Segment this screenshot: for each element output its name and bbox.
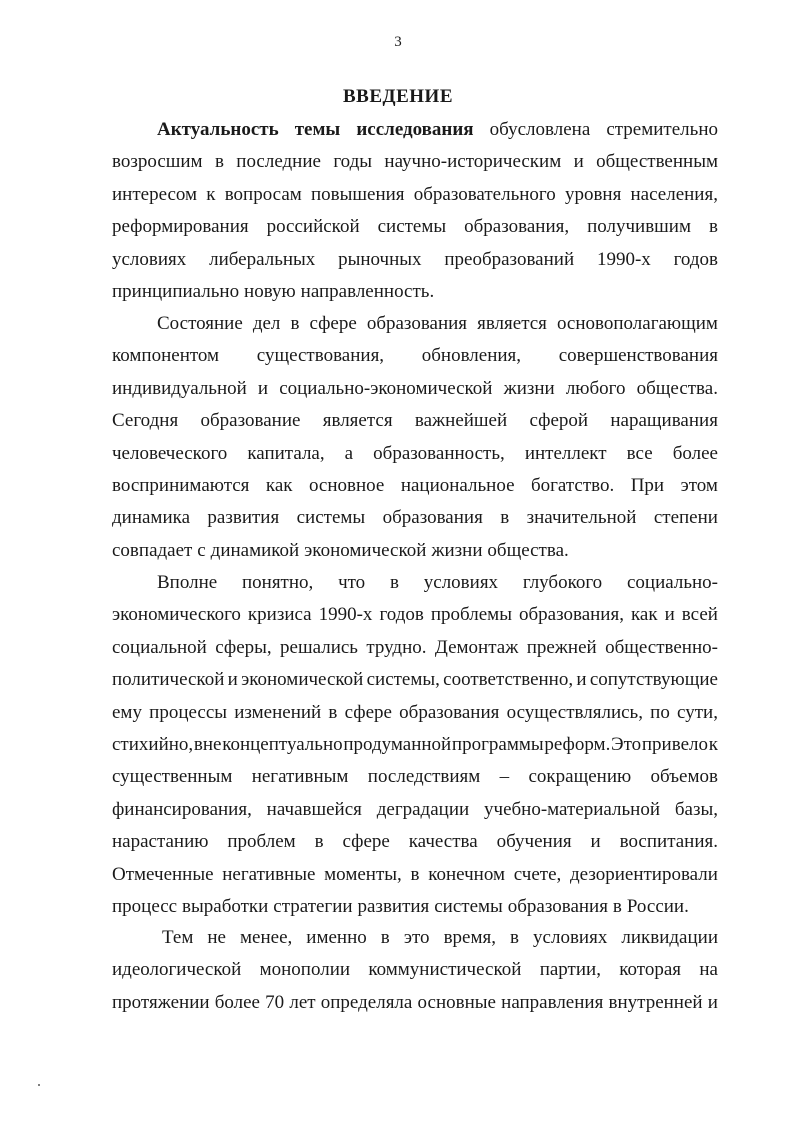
word: монополии: [259, 959, 351, 981]
word: реформ.: [544, 733, 611, 755]
word: любого: [565, 377, 626, 399]
word: 1990-х: [596, 248, 651, 270]
word: исследования: [356, 119, 474, 140]
paragraph-nevertheless: [112, 922, 718, 1019]
word: процесс: [112, 895, 178, 917]
text-line: [112, 340, 718, 372]
word: системы: [434, 895, 503, 917]
word: рыночных: [338, 248, 422, 270]
word: именно: [306, 927, 367, 948]
text-line: [112, 794, 718, 826]
text-line: [112, 179, 718, 211]
paragraph-crisis: [112, 567, 718, 923]
word: образование: [200, 410, 301, 432]
word: сфере: [342, 831, 390, 853]
word: преобразований: [444, 248, 575, 270]
word: более: [672, 442, 718, 464]
word: что: [338, 572, 366, 593]
word: образования: [507, 895, 608, 917]
word: общества.: [636, 377, 718, 399]
word: 1990-х: [318, 604, 373, 626]
word: индивидуальной: [112, 377, 247, 399]
word: решались: [280, 636, 358, 658]
word: общественно-: [605, 636, 718, 658]
text-line: [112, 276, 718, 308]
word: При: [630, 474, 665, 496]
word: системы: [377, 216, 447, 238]
word: в: [708, 216, 718, 238]
word: качества: [408, 831, 478, 853]
word: а: [344, 442, 354, 464]
word: осуществлялись,: [506, 701, 643, 723]
word: обусловлена: [489, 119, 591, 140]
word: в: [410, 863, 420, 885]
paragraph-relevance: [112, 114, 718, 308]
word: соответственно,: [443, 669, 574, 691]
word: реформирования: [112, 216, 249, 238]
word: капитала,: [247, 442, 325, 464]
word: получившим: [587, 216, 691, 238]
word: лет: [289, 991, 316, 1013]
word: выработки: [182, 895, 269, 917]
section-heading: ВВЕДЕНИЕ: [343, 86, 453, 107]
word: компонентом: [112, 345, 220, 367]
word: Тем: [162, 927, 194, 948]
word: обновления,: [421, 345, 522, 367]
word: динамикой: [210, 539, 300, 561]
word: является: [322, 410, 393, 432]
word: экономической: [241, 669, 364, 691]
text-line: [112, 599, 718, 631]
word: условиях: [112, 248, 187, 270]
word: ему: [112, 701, 142, 723]
word: воспринимаются: [112, 474, 250, 496]
word: социальной: [112, 636, 207, 658]
word: существенным: [112, 766, 233, 788]
word: степени: [653, 507, 718, 529]
word: сопутствующие: [589, 669, 718, 691]
word: сфере: [344, 701, 392, 723]
word: воспитания.: [619, 831, 718, 853]
word: новую: [244, 280, 296, 302]
word: направления: [501, 991, 604, 1013]
word: и: [707, 991, 718, 1013]
word: изменений: [234, 701, 322, 723]
word: счете,: [513, 863, 562, 885]
word: динамика: [112, 507, 191, 529]
word: является: [477, 313, 547, 334]
word: России.: [626, 895, 689, 917]
text-line: [112, 502, 718, 534]
word: концептуально: [222, 733, 343, 755]
word: идеологической: [112, 959, 242, 981]
text-line: [112, 535, 718, 567]
word: Демонтаж: [434, 636, 519, 658]
word: сфере: [309, 313, 357, 334]
text-line: [112, 664, 718, 696]
word: последние: [236, 151, 321, 173]
word: и: [590, 831, 601, 853]
word: экономического: [112, 604, 241, 626]
word: богатство.: [530, 474, 615, 496]
word: образованность,: [373, 442, 505, 464]
page-number: 3: [394, 34, 402, 50]
word: наращивания: [610, 410, 718, 432]
text-line: [112, 405, 718, 437]
word: в: [328, 701, 338, 723]
text-line: [112, 632, 718, 664]
word: проблемы: [430, 604, 512, 626]
word: интеллект: [524, 442, 607, 464]
word: в: [500, 507, 510, 529]
word: годы: [333, 151, 373, 173]
word: и: [257, 377, 269, 399]
word: общественным: [596, 151, 718, 173]
word: более: [214, 991, 260, 1013]
word: основное: [308, 474, 385, 496]
word: системы: [296, 507, 366, 529]
word: социально-экономической: [279, 377, 493, 399]
word: Отмеченные: [112, 863, 214, 885]
word: либеральных: [209, 248, 316, 270]
text-line: [112, 470, 718, 502]
paragraph-state-of-education: [112, 308, 718, 567]
word: основополагающим: [556, 313, 718, 334]
word: направленность.: [300, 280, 435, 302]
word: к: [206, 183, 216, 205]
word: образования: [382, 507, 483, 529]
word: национальное: [400, 474, 515, 496]
word: важнейшей: [414, 410, 508, 432]
word: менее,: [240, 927, 293, 948]
word: 70: [265, 991, 285, 1013]
word: принципиально: [112, 280, 240, 302]
word: деградации: [376, 798, 470, 820]
word: экономической: [304, 539, 427, 561]
word: общества.: [487, 539, 569, 561]
word: коммунистической: [368, 959, 522, 981]
word: по: [650, 701, 670, 723]
word: этом: [680, 474, 718, 496]
word: повышения: [310, 183, 405, 205]
word: темы: [294, 119, 341, 140]
word: проблем: [227, 831, 296, 853]
scan-speck: [38, 1084, 40, 1086]
text-line: [112, 567, 718, 599]
word: человеческого: [112, 442, 228, 464]
word: стремительно: [606, 119, 718, 140]
word: понятно,: [241, 572, 314, 593]
word: Это: [611, 733, 642, 755]
word: совершенствования: [558, 345, 718, 367]
word: учебно-материальной: [484, 798, 660, 820]
word: в: [290, 313, 300, 334]
word: совпадает: [112, 539, 193, 561]
text-line: [112, 859, 718, 891]
word: продуманной: [343, 733, 452, 755]
word: вне: [193, 733, 222, 755]
word: сокращению: [528, 766, 632, 788]
word: не: [207, 927, 226, 948]
word: российской: [266, 216, 360, 238]
word: все: [626, 442, 653, 464]
word: жизни: [503, 377, 555, 399]
text-line: [112, 954, 718, 986]
word: в: [389, 572, 399, 593]
word: и: [664, 604, 675, 626]
word: в: [214, 151, 224, 173]
word: существования,: [256, 345, 385, 367]
word: негативным: [251, 766, 349, 788]
word: в: [380, 927, 390, 948]
word: значительной: [526, 507, 637, 529]
text-line: [112, 729, 718, 761]
word: с: [197, 539, 206, 561]
text-line: [112, 826, 718, 858]
word: дезориентировали: [570, 863, 718, 885]
word: населения,: [630, 183, 718, 205]
word: внутренней: [608, 991, 703, 1013]
word: базы,: [674, 798, 718, 820]
text-line: [112, 922, 718, 954]
word: Состояние: [157, 313, 243, 334]
text-line: [112, 987, 718, 1019]
word: образования: [366, 313, 468, 334]
word: системы,: [366, 669, 440, 691]
word: объемов: [650, 766, 718, 788]
text-line: [112, 146, 718, 178]
text-line: [112, 244, 718, 276]
word: трудно.: [366, 636, 427, 658]
word: последствиям: [367, 766, 481, 788]
text-line: [112, 308, 718, 340]
word: нарастанию: [112, 831, 209, 853]
word: негативные: [222, 863, 316, 885]
word: условиях: [533, 927, 608, 948]
text-line: [112, 891, 718, 923]
word: возросшим: [112, 151, 203, 173]
word: стратегии: [273, 895, 353, 917]
word: процессы: [149, 701, 228, 723]
word: научно-историческим: [384, 151, 562, 173]
text-line: [112, 697, 718, 729]
word: в: [612, 895, 622, 917]
word: Сегодня: [112, 410, 179, 432]
word: образования: [399, 701, 500, 723]
word: и: [227, 669, 238, 691]
word: развития: [207, 507, 280, 529]
word: привело: [641, 733, 708, 755]
word: образования,: [464, 216, 570, 238]
word: на: [699, 959, 718, 981]
word: жизни: [431, 539, 483, 561]
word: это: [403, 927, 430, 948]
word: годов: [379, 604, 424, 626]
word: условиях: [423, 572, 499, 593]
word: политической: [112, 669, 225, 691]
word: в: [510, 927, 519, 948]
text-line: [112, 438, 718, 470]
word: развития: [357, 895, 430, 917]
text-line: [112, 211, 718, 243]
word: Актуальность: [157, 119, 279, 140]
word: обучения: [496, 831, 572, 853]
word: сферы,: [215, 636, 272, 658]
word: определяла: [320, 991, 413, 1013]
word: сферой: [529, 410, 589, 432]
word: основные: [417, 991, 496, 1013]
word: моменты,: [324, 863, 402, 885]
word: к: [708, 733, 718, 755]
word: социально-: [626, 572, 718, 593]
text-line: [112, 373, 718, 405]
word: протяжении: [112, 991, 210, 1013]
word: ликвидации: [621, 927, 718, 948]
word: и: [573, 151, 584, 173]
word: Вполне: [157, 572, 218, 593]
word: и: [576, 669, 587, 691]
word: конечном: [428, 863, 505, 885]
word: прежней: [526, 636, 597, 658]
word: в: [314, 831, 324, 853]
word: уровня: [564, 183, 622, 205]
word: интересом: [112, 183, 198, 205]
word: –: [499, 766, 510, 788]
word: всей: [681, 604, 718, 626]
word: финансирования,: [112, 798, 252, 820]
word: стихийно,: [112, 733, 194, 755]
word: время,: [443, 927, 496, 948]
word: годов: [673, 248, 718, 270]
word: как: [630, 604, 658, 626]
word: глубокого: [522, 572, 603, 593]
word: вопросам: [224, 183, 302, 205]
word: партии,: [539, 959, 601, 981]
word: дел: [252, 313, 281, 334]
word: образования,: [518, 604, 624, 626]
word: кризиса: [247, 604, 312, 626]
text-line: [112, 761, 718, 793]
text-line: [112, 114, 718, 146]
word: сути,: [677, 701, 718, 723]
word: как: [265, 474, 293, 496]
word: которая: [619, 959, 682, 981]
word: программы: [451, 733, 544, 755]
word: образовательного: [413, 183, 556, 205]
word: начавшейся: [266, 798, 362, 820]
